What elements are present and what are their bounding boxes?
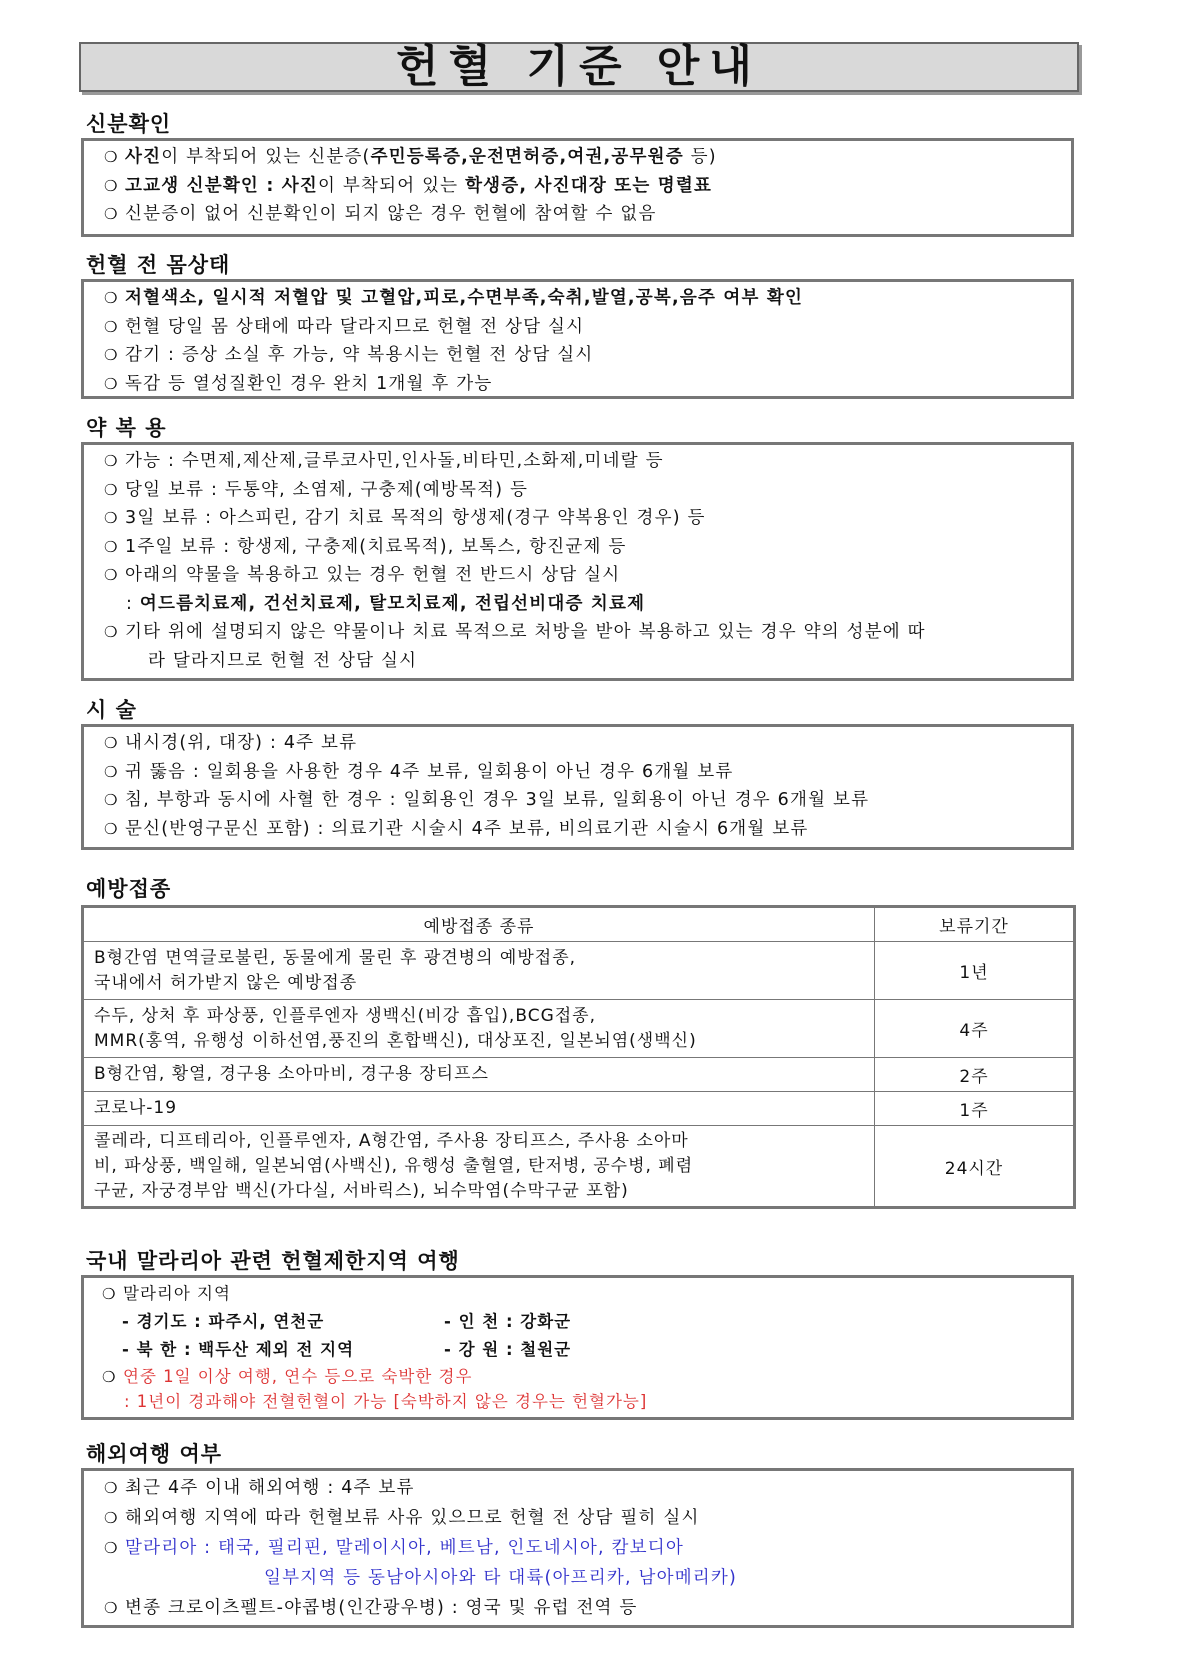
table-row [83,1092,1075,1126]
overseas-line: ❍ 해외여행 지역에 따라 헌혈보류 사유 있으므로 헌혈 전 상담 필히 실시 [104,1503,1071,1533]
bullet-icon: ❍ [104,537,119,556]
deferral-period-cell: 4주 [875,1000,1075,1058]
condition-line: ❍ 저혈색소, 일시적 저혈압 및 고혈압,피로,수면부족,숙취,발열,공복,음주 여부 확인 [104,284,1071,313]
malaria-area-title: ❍ 말라리아 지역 [102,1280,1071,1308]
bullet-icon: ❍ [104,819,119,838]
deferral-period-cell: 1주 [875,1092,1075,1126]
table-row [83,942,1075,1000]
overseas-line: ❍ 최근 4주 이내 해외여행 : 4주 보류 [104,1473,1071,1503]
malaria-stay-note: : 1년이 경과해야 전혈헌혈이 가능 [숙박하지 않은 경우는 헌혈가능] [124,1392,648,1411]
deferral-period-cell: 2주 [875,1058,1075,1092]
medication-line: ❍ 가능 : 수면제,제산제,글루코사민,인사돌,비타민,소화제,미네랄 등 [104,447,1071,476]
bullet-icon: ❍ [104,509,119,527]
bullet-icon: ❍ [104,1509,119,1527]
medication-line: ❍ 당일 보류 : 두통약, 소염제, 구충제(예방목적) 등 [104,476,1071,505]
section-heading-malaria: 국내 말라리아 관련 헌혈제한지역 여행 [86,1249,460,1273]
section-heading-condition: 헌혈 전 몸상태 [86,253,231,277]
vaccination-table [81,905,1076,1209]
vaccine-kind-cell: B형간염, 황열, 경구용 소아마비, 경구용 장티프스 [83,1058,875,1092]
deferral-period-cell: 1년 [875,942,1075,1000]
condition-line: ❍ 헌혈 당일 몸 상태에 따라 달라지므로 헌혈 전 상담 실시 [104,313,1071,342]
bullet-icon: ❍ [104,176,119,195]
identity-box [81,138,1074,237]
deferral-period-cell: 24시간 [875,1126,1075,1208]
vaccine-kind-cell: 콜레라, 디프테리아, 인플루엔자, A형간염, 주사용 장티프스, 주사용 소아마 비, 파상풍, 백일해, 일본뇌염(사백신), 유행성 출혈열, 탄저병, 공수병, 폐렴 구균, 자궁경부암 백신(가다실, 서바릭스), 뇌수막염(수막구균 포함) [83,1126,875,1208]
bullet-icon: ❍ [104,452,119,470]
column-header-period: 보류기간 [875,907,1075,942]
section-heading-medication: 약 복 용 [86,416,167,440]
column-header-kind: 예방접종 종류 [83,907,875,942]
section-heading-vaccination: 예방접종 [86,877,172,901]
medication-box [81,442,1074,681]
table-row [83,1058,1075,1092]
condition-line: ❍ 감기 : 증상 소실 후 가능, 약 복용시는 헌혈 전 상담 실시 [104,341,1071,370]
medication-line: ❍ 아래의 약물을 복용하고 있는 경우 헌혈 전 반드시 상담 실시 [104,561,1071,590]
bullet-icon: ❍ [104,1479,119,1497]
medication-line: ❍ 1주일 보류 : 항생제, 구충제(치료목적), 보톡스, 항진균제 등 [104,533,1071,562]
bullet-icon: ❍ [102,1285,117,1303]
bullet-icon: ❍ [104,205,119,223]
page-title: 헌혈 기준 안내 [396,41,762,92]
condition-line: ❍ 독감 등 열성질환인 경우 완치 1개월 후 가능 [104,370,1071,399]
table-row [83,1126,1075,1208]
bullet-icon: ❍ [104,623,119,641]
bullet-icon: ❍ [104,734,119,752]
condition-box [81,279,1074,399]
page-title-box [79,42,1079,92]
bullet-icon: ❍ [104,317,119,336]
procedure-line: ❍ 귀 뚫음 : 일회용을 사용한 경우 4주 보류, 일회용이 아닌 경우 6개월 보류 [104,758,1071,787]
identity-line: ❍ 신분증이 없어 신분확인이 되지 않은 경우 헌혈에 참여할 수 없음 [104,200,1071,229]
procedure-line: ❍ 내시경(위, 대장) : 4주 보류 [104,729,1071,758]
section-heading-overseas: 해외여행 여부 [86,1442,223,1466]
malaria-stay-line: ❍ 연중 1일 이상 여행, 연수 등으로 숙박한 경우 [102,1364,1071,1390]
overseas-malaria-cont: 일부지역 등 동남아시아와 타 대륙(아프리카, 남아메리카) [264,1568,738,1588]
overseas-line: ❍ 변종 크로이츠펠트-야콥병(인간광우병) : 영국 및 유럽 전역 등 [104,1593,1071,1623]
procedure-line: ❍ 문신(반영구문신 포함) : 의료기관 시술시 4주 보류, 비의료기관 시술시 6개월 보류 [104,815,1071,844]
bullet-icon: ❍ [102,1368,117,1386]
medication-line: ❍ 3일 보류 : 아스피린, 감기 치료 목적의 항생제(경구 약복용인 경우) 등 [104,504,1071,533]
table-row [83,1000,1075,1058]
section-heading-procedure: 시 술 [86,698,137,722]
bullet-icon: ❍ [104,480,119,499]
overseas-box [81,1468,1074,1628]
bullet-icon: ❍ [104,346,119,364]
bullet-icon: ❍ [104,289,119,307]
identity-line: ❍ 고교생 신분확인 : 사진이 부착되어 있는 학생증, 사진대장 또는 명렬표 [104,172,1071,201]
section-heading-identity: 신분확인 [86,112,172,136]
bullet-icon: ❍ [104,374,119,393]
medication-line: : 여드름치료제, 건선치료제, 탈모치료제, 전립선비대증 치료제 [126,593,646,614]
medication-line: ❍ 기타 위에 설명되지 않은 약물이나 치료 목적으로 처방을 받아 복용하고 있는 경우 약의 성분에 따 [104,618,1071,647]
procedure-box [81,724,1074,850]
malaria-area-row: - 경기도 : 파주시, 연천군 - 인 천 : 강화군 [122,1312,572,1331]
malaria-area-row: - 북 한 : 백두산 제외 전 지역 - 강 원 : 철원군 [122,1340,572,1359]
vaccine-kind-cell: B형간염 면역글로불린, 동물에게 물린 후 광견병의 예방접종, 국내에서 허가받지 않은 예방접종 [83,942,875,1000]
bullet-icon: ❍ [104,1599,119,1617]
bullet-icon: ❍ [104,762,119,781]
bullet-icon: ❍ [104,566,119,584]
identity-line: ❍ 사진이 부착되어 있는 신분증(주민등록증,운전면허증,여권,공무원증 등) [104,143,1071,172]
vaccine-kind-cell: 코로나-19 [83,1092,875,1126]
bullet-icon: ❍ [104,1539,119,1557]
procedure-line: ❍ 침, 부항과 동시에 사혈 한 경우 : 일회용인 경우 3일 보류, 일회용이 아닌 경우 6개월 보류 [104,786,1071,815]
medication-line: 라 달라지므로 헌혈 전 상담 실시 [148,650,418,671]
bullet-icon: ❍ [104,791,119,809]
malaria-box [81,1275,1074,1420]
vaccine-kind-cell: 수두, 상처 후 파상풍, 인플루엔자 생백신(비강 흡입),BCG접종, MMR(홍역, 유행성 이하선염,풍진의 혼합백신), 대상포진, 일본뇌염(생백신) [83,1000,875,1058]
overseas-malaria-line: ❍ 말라리아 : 태국, 필리핀, 말레이시아, 베트남, 인도네시아, 캄보디아 [104,1533,1071,1563]
bullet-icon: ❍ [104,148,119,166]
